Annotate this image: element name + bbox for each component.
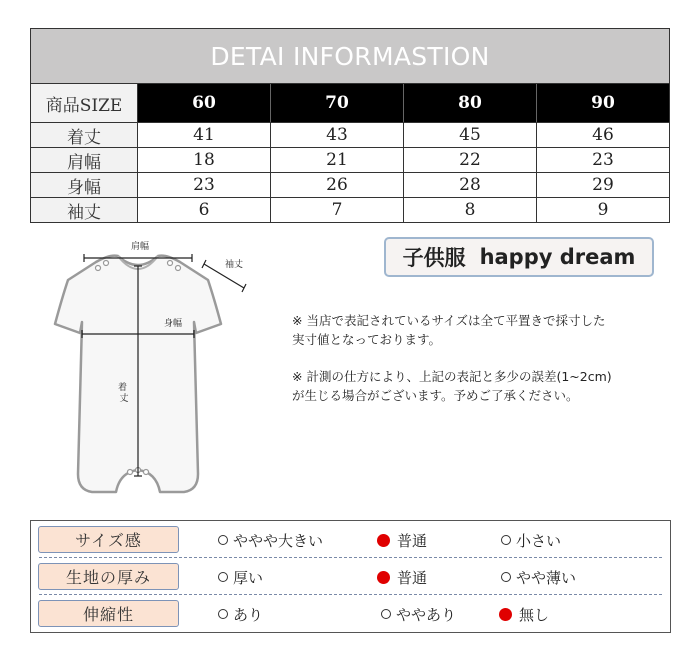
table-cell: 28: [404, 173, 537, 197]
sleeve-label: 袖丈: [224, 260, 244, 270]
attribute-row-stretch: [31, 595, 670, 632]
table-row-length: [31, 123, 669, 148]
option-text: あり: [233, 605, 264, 624]
table-cell: 45: [404, 123, 537, 147]
option-thick: [218, 567, 263, 587]
size-80: 80: [404, 84, 537, 122]
row-label: 袖丈: [31, 198, 138, 222]
option-text: 普通: [397, 568, 428, 587]
attributes-panel: [30, 520, 671, 633]
size-90: 90: [537, 84, 669, 122]
table-row-shoulder: [31, 148, 669, 173]
attribute-row-thickness: [31, 558, 670, 595]
option-somewhat: [381, 604, 456, 624]
table-cell: 23: [592, 150, 614, 170]
table-cell: 8: [404, 198, 537, 222]
option-small: [501, 530, 561, 550]
row-label: 身幅: [31, 173, 138, 197]
attribute-label: 伸縮性: [38, 600, 179, 627]
option-yes: [218, 604, 263, 624]
note-measurement: ※ 当店で表記されているサイズは全て平置きで採寸した 実寸値となっております。: [292, 313, 606, 347]
table-cell: 41: [138, 123, 271, 147]
table-cell: 18: [138, 148, 271, 172]
table-cell: 7: [271, 198, 404, 222]
option-large: [218, 530, 323, 550]
table-cell: 9: [597, 200, 609, 220]
romper-measurement-diagram: [38, 236, 258, 498]
table-cell: 6: [138, 198, 271, 222]
length-label: 着 丈: [118, 383, 129, 404]
chest-label: 身幅: [163, 319, 183, 329]
option-text: 厚い: [233, 568, 264, 587]
row-label: 肩幅: [31, 148, 138, 172]
attribute-row-fit: [31, 521, 670, 558]
table-cell: 23: [138, 173, 271, 197]
size-header-label: 商品SIZE: [31, 84, 138, 122]
option-thin: [501, 567, 576, 587]
option-text: ややあり: [396, 605, 457, 624]
notes: [292, 311, 682, 423]
size-table: [30, 28, 670, 223]
option-normal: [377, 530, 427, 550]
option-text: 小さい: [516, 531, 562, 550]
option-text: ややや大きい: [233, 531, 324, 550]
note-tolerance: ※ 計測の仕方により、上記の表記と多少の誤差(1~2cm) が生じる場合がございます。予めご了承ください。: [292, 369, 612, 403]
brand-name: happy dream: [479, 245, 636, 269]
radio-mark-icon: [499, 608, 512, 621]
brand-kanji: 子供服: [402, 246, 466, 270]
radio-mark-icon: [501, 572, 511, 582]
radio-mark-icon: [218, 535, 228, 545]
table-title: DETAI INFORMASTION: [31, 29, 669, 84]
radio-mark-icon: [218, 572, 228, 582]
table-cell: 43: [271, 123, 404, 147]
option-none: [499, 604, 549, 624]
table-cell: 26: [271, 173, 404, 197]
radio-mark-icon: [377, 534, 390, 547]
table-cell: 29: [592, 175, 614, 195]
table-cell: 46: [592, 125, 614, 145]
shoulder-label: 肩幅: [130, 242, 150, 252]
size-header-row: [31, 84, 669, 123]
radio-mark-icon: [501, 535, 511, 545]
size-60: 60: [138, 84, 271, 122]
option-text: 無し: [519, 605, 550, 624]
table-cell: 21: [271, 148, 404, 172]
attribute-label: 生地の厚み: [38, 563, 179, 590]
radio-mark-icon: [377, 571, 390, 584]
brand-banner: [384, 237, 654, 277]
option-normal: [377, 567, 427, 587]
row-label: 着丈: [31, 123, 138, 147]
table-row-chest: [31, 173, 669, 198]
radio-mark-icon: [381, 609, 391, 619]
table-cell: 22: [404, 148, 537, 172]
size-70: 70: [271, 84, 404, 122]
option-text: やや薄い: [516, 568, 577, 587]
radio-mark-icon: [218, 609, 228, 619]
option-text: 普通: [397, 531, 428, 550]
attribute-label: サイズ感: [38, 526, 179, 553]
table-row-sleeve: [31, 198, 669, 222]
